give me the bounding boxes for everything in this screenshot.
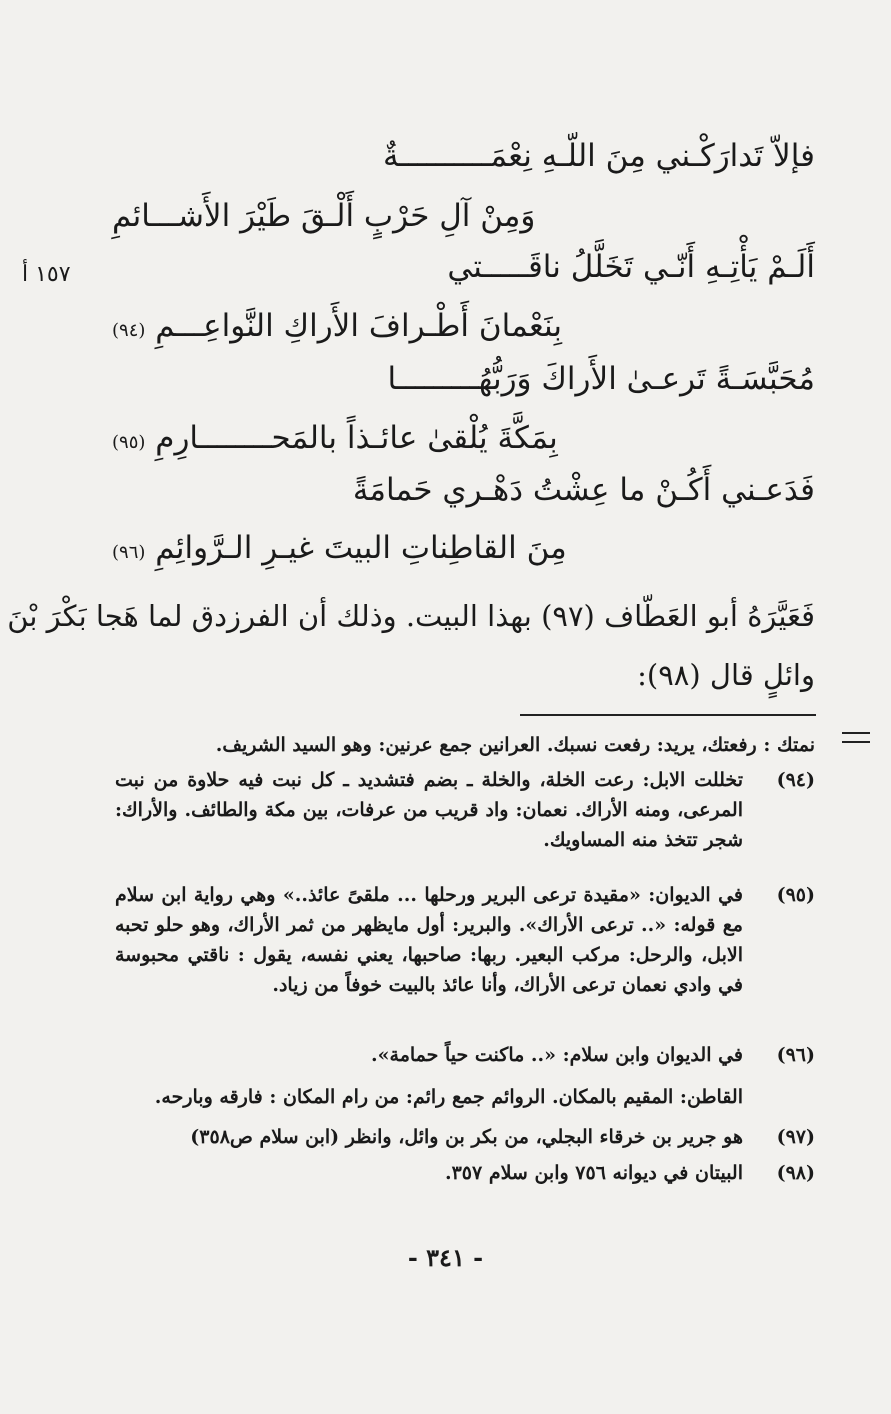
verse-line-1	[383, 136, 815, 176]
footnote-98	[115, 1158, 815, 1188]
footnote-97	[115, 1122, 815, 1152]
prose-line-1: فَعَيَّرَهُ أبو العَطّاف (٩٧) بهذا البيت. وذلك أن الفرزدق لما هَجا بَكْرَ بْنَ	[7, 599, 815, 633]
footnote-ref: (٩٦)	[112, 542, 146, 563]
verse-text: مُحَبَّسَـةً تَرعـىٰ الأَراكَ وَرَبُّهُـــــــــا	[387, 361, 815, 397]
verse-line-2	[112, 196, 535, 236]
verse-text: فَدَعـني أَكُـنْ ما عِشْتُ دَهْـري حَمامَةً	[352, 472, 815, 508]
page-number: - ٣٤١ -	[407, 1243, 484, 1272]
footnote-number: (٩٧)	[776, 1126, 815, 1148]
verse-line-3	[447, 247, 815, 287]
verse-line-4	[112, 306, 562, 351]
footnote-text: البيتان في ديوانه ٧٥٦ وابن سلام ٣٥٧.	[444, 1162, 743, 1184]
footnote-text: هو جرير بن خرقاء البجلي، من بكر بن وائل، وانظر (ابن سلام ص٣٥٨)	[190, 1126, 743, 1148]
verse-text: بِنَعْمانَ أَطْـرافَ الأَراكِ النَّواعِـــمِ	[155, 308, 562, 344]
verse-text: وَمِنْ آلِ حَرْبٍ أَلْـقَ طَيْرَ الأَشـــائمِ	[112, 198, 536, 234]
footnote-number: (٩٥)	[776, 884, 815, 906]
verse-text: فإلاّ تَدارَكْـني مِنَ اللّـهِ نِعْمَــــــــــةٌ	[382, 138, 815, 174]
verse-text: أَلَـمْ يَأْتِـهِ أَنّـي تَخَلَّلُ ناقَـــــتي	[447, 249, 815, 285]
footnote-96	[115, 1040, 815, 1070]
footnote-text: في الديوان: «مقيدة ترعى البرير ورحلها ... ملقىً عائذ..» وهي رواية ابن سلام مع قوله: «.. ترعى الأراك». والبرير: أول مايظهر من ثمر الأراك، وهو حلو تحبه الابل، والرحل: مركب البعير. ربها: صاحبها، يعني نفسه، يقول : ناقتي محبوسة في وادي نعمان ترعى الأراك، وأنا عائذ بالبيت خوفاً من زياد.	[115, 884, 743, 996]
footnote-separator	[520, 714, 816, 716]
verse-text: بِمَكَّةَ يُلْقىٰ عائـذاً بالمَحــــــــارِمِ	[155, 420, 558, 456]
prose-line-2: وائلٍ قال (٩٨):	[637, 658, 815, 692]
footnote-text: في الديوان وابن سلام: «.. ماكنت حياً حمامة».	[371, 1044, 743, 1066]
footnote-number: (٩٦)	[776, 1044, 815, 1066]
verse-line-5	[387, 359, 815, 399]
footnote-text: القاطن: المقيم بالمكان. الروائم جمع رائم: من رام المكان : فارقه وبارحه.	[154, 1086, 743, 1108]
verse-text: مِنَ القاطِناتِ البيتَ غيـرِ الـرَّوائِمِ	[155, 530, 567, 566]
footnote-95	[115, 880, 815, 1000]
verse-line-8	[112, 528, 567, 573]
verse-line-7	[353, 470, 815, 510]
margin-mark	[842, 732, 870, 743]
footnote-96-gloss	[115, 1082, 815, 1112]
footnote-94	[115, 765, 815, 855]
verse-line-6	[112, 418, 558, 463]
footnote-number: (٩٨)	[776, 1162, 815, 1184]
footnote-ref: (٩٤)	[112, 320, 146, 341]
footnote-number: (٩٤)	[776, 769, 815, 791]
margin-folio-note: ١٥٧ أ	[22, 262, 71, 287]
footnote-continued	[115, 730, 815, 760]
footnote-text: نمتك : رفعتك، يريد: رفعت نسبك. العرانين جمع عرنين: وهو السيد الشريف.	[215, 734, 815, 756]
footnote-text: تخللت الابل: رعت الخلة، والخلة ـ بضم فتشديد ـ كل نبت فيه حلاوة من نبت المرعى، ومنه الأراك. نعمان: واد قريب من عرفات، بين مكة والطائف. والأراك: شجر تتخذ منه المساويك.	[115, 769, 743, 851]
footnote-ref: (٩٥)	[112, 432, 146, 453]
